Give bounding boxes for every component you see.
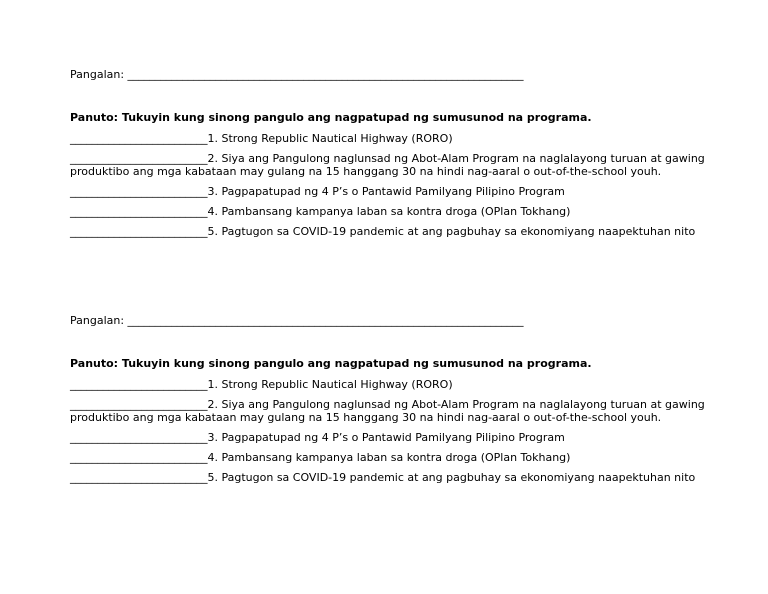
question-item-5	[70, 225, 710, 238]
question-text: 2. Siya ang Pangulong naglunsad ng Abot-Alam Program na naglalayong turuan at gawing produktibo ang mga kabataan may gulang na 15 hanggang 30 na hindi nag-aaral o out-of-the-school youh.	[70, 398, 705, 424]
name-field-label[interactable]: Pangalan: ________________________________________________________________________	[70, 314, 524, 327]
question-item-2	[70, 398, 710, 424]
question-text: 5. Pagtugon sa COVID-19 pandemic at ang pagbuhay sa ekonomiyang naapektuhan nito	[207, 225, 696, 238]
question-text: 3. Pagpapatupad ng 4 P’s o Pantawid Pamilyang Pilipino Program	[207, 185, 565, 198]
answer-blank[interactable]: _________________________	[70, 132, 208, 145]
answer-blank[interactable]: _________________________	[70, 378, 208, 391]
answer-blank[interactable]: _________________________	[70, 205, 208, 218]
question-text: 4. Pambansang kampanya laban sa kontra droga (OPlan Tokhang)	[207, 205, 571, 218]
question-text: 2. Siya ang Pangulong naglunsad ng Abot-Alam Program na naglalayong turuan at gawing produktibo ang mga kabataan may gulang na 15 hanggang 30 na hindi nag-aaral o out-of-the-school youh.	[70, 152, 705, 178]
question-text: 1. Strong Republic Nautical Highway (RORO)	[207, 132, 453, 145]
worksheet-1	[70, 68, 710, 238]
instructions: Panuto: Tukuyin kung sinong pangulo ang nagpatupad ng sumusunod na programa.	[70, 111, 592, 124]
instructions: Panuto: Tukuyin kung sinong pangulo ang nagpatupad ng sumusunod na programa.	[70, 357, 592, 370]
answer-blank[interactable]: _________________________	[70, 398, 208, 411]
question-item-1	[70, 132, 710, 145]
answer-blank[interactable]: _________________________	[70, 225, 208, 238]
worksheet-2	[70, 314, 710, 484]
question-text: 4. Pambansang kampanya laban sa kontra droga (OPlan Tokhang)	[207, 451, 571, 464]
answer-blank[interactable]: _________________________	[70, 431, 208, 444]
answer-blank[interactable]: _________________________	[70, 152, 208, 165]
answer-blank[interactable]: _________________________	[70, 471, 208, 484]
answer-blank[interactable]: _________________________	[70, 185, 208, 198]
question-item-1	[70, 378, 710, 391]
question-item-4	[70, 205, 710, 218]
question-item-4	[70, 451, 710, 464]
question-item-5	[70, 471, 710, 484]
question-text: 5. Pagtugon sa COVID-19 pandemic at ang pagbuhay sa ekonomiyang naapektuhan nito	[207, 471, 696, 484]
question-text: 1. Strong Republic Nautical Highway (RORO)	[207, 378, 453, 391]
question-item-3	[70, 185, 710, 198]
answer-blank[interactable]: _________________________	[70, 451, 208, 464]
name-field-label[interactable]: Pangalan: ________________________________________________________________________	[70, 68, 524, 81]
question-text: 3. Pagpapatupad ng 4 P’s o Pantawid Pamilyang Pilipino Program	[207, 431, 565, 444]
question-item-3	[70, 431, 710, 444]
question-item-2	[70, 152, 710, 178]
